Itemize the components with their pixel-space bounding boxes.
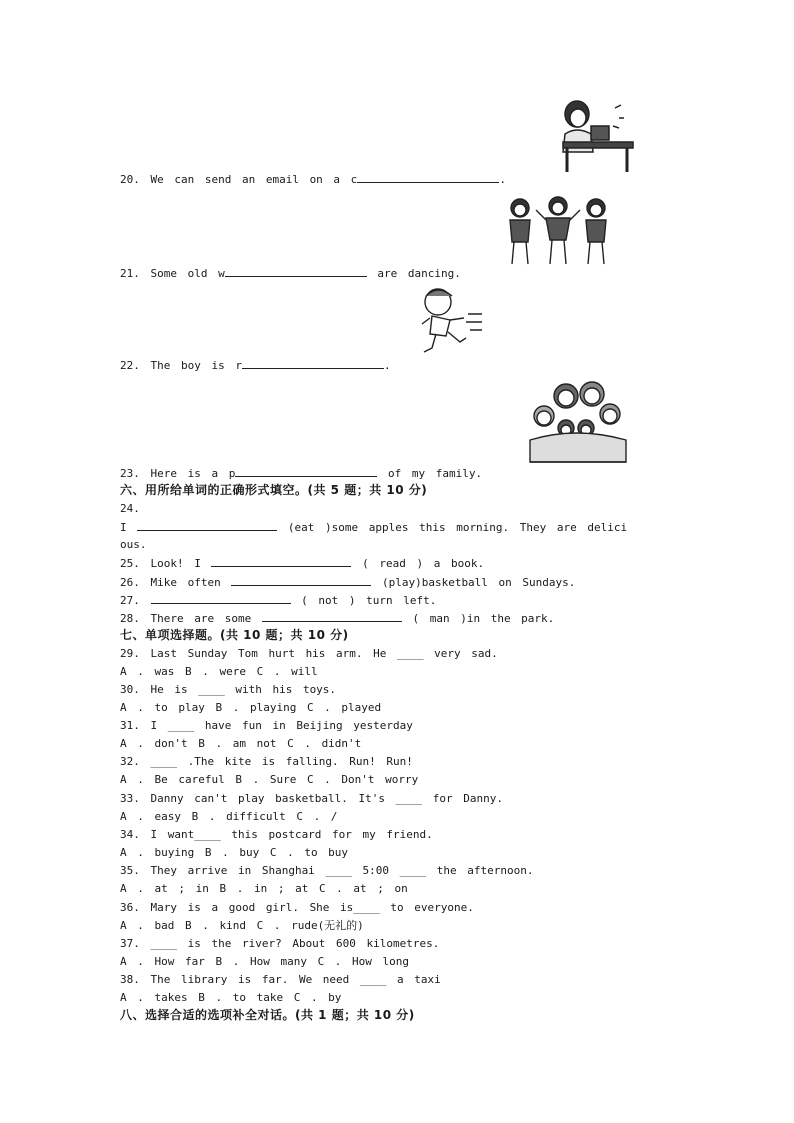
answer-blank[interactable] (231, 573, 371, 586)
answer-blank[interactable] (357, 170, 499, 183)
question-37-options: A . How far B . How many C . How long (120, 955, 410, 968)
question-32-stem: 32. ____ .The kite is falling. Run! Run! (120, 755, 413, 768)
question-22: 22. The boy is r . (120, 356, 391, 374)
question-30-stem: 30. He is ____ with his toys. (120, 683, 337, 696)
dancing-women-picture (500, 192, 618, 268)
question-25: 25. Look! I ( read ) a book. (120, 554, 484, 572)
question-23: 23. Here is a p of my family. (120, 464, 482, 482)
question-24-number: 24. (120, 502, 140, 515)
answer-blank[interactable] (151, 591, 291, 604)
question-28: 28. There are some ( man )in the park. (120, 609, 554, 627)
family-picture (526, 376, 630, 470)
question-33-stem: 33. Danny can't play basketball. It's ____ for Danny. (120, 792, 503, 805)
question-21: 21. Some old w are dancing. (120, 264, 461, 282)
question-20: 20. We can send an email on a c . (120, 170, 506, 188)
answer-blank[interactable] (242, 356, 384, 369)
question-37-stem: 37. ____ is the river? About 600 kilometres. (120, 937, 440, 950)
section-seven-heading: 七、单项选择题。(共 10 题；共 10 分) (120, 628, 349, 642)
answer-blank[interactable] (235, 464, 377, 477)
question-30-options: A . to play B . playing C . played (120, 701, 382, 714)
question-27: 27. ( not ) turn left. (120, 591, 436, 609)
answer-blank[interactable] (225, 264, 367, 277)
running-boy-picture (418, 284, 490, 356)
computer-girl-picture (555, 96, 637, 174)
section-eight-heading: 八、选择合适的选项补全对话。(共 1 题；共 10 分) (120, 1008, 415, 1022)
question-24: I (eat )some apples this morning. They are delici (120, 518, 627, 536)
question-29-options: A . was B . were C . will (120, 665, 318, 678)
question-29-stem: 29. Last Sunday Tom hurt his arm. He ____ very sad. (120, 647, 498, 660)
answer-blank[interactable] (137, 518, 277, 531)
question-34-options: A . buying B . buy C . to buy (120, 846, 349, 859)
question-38-stem: 38. The library is far. We need ____ a taxi (120, 973, 441, 986)
question-36-options: A . bad B . kind C . rude(无礼的) (120, 919, 364, 932)
question-26: 26. Mike often (play)basketball on Sundays. (120, 573, 575, 591)
question-32-options: A . Be careful B . Sure C . Don't worry (120, 773, 419, 786)
question-31-options: A . don't B . am not C . didn't (120, 737, 362, 750)
answer-blank[interactable] (262, 609, 402, 622)
question-36-stem: 36. Mary is a good girl. She is____ to everyone. (120, 901, 474, 914)
section-six-heading: 六、用所给单词的正确形式填空。(共 5 题；共 10 分) (120, 483, 428, 497)
question-35-options: A . at ; in B . in ; at C . at ; on (120, 882, 408, 895)
question-24-continued: ous. (120, 538, 147, 551)
question-34-stem: 34. I want____ this postcard for my friend. (120, 828, 433, 841)
question-31-stem: 31. I ____ have fun in Beijing yesterday (120, 719, 413, 732)
question-35-stem: 35. They arrive in Shanghai ____ 5:00 ____ the afternoon. (120, 864, 534, 877)
question-38-options: A . takes B . to take C . by (120, 991, 342, 1004)
answer-blank[interactable] (211, 554, 351, 567)
question-33-options: A . easy B . difficult C . / (120, 810, 338, 823)
